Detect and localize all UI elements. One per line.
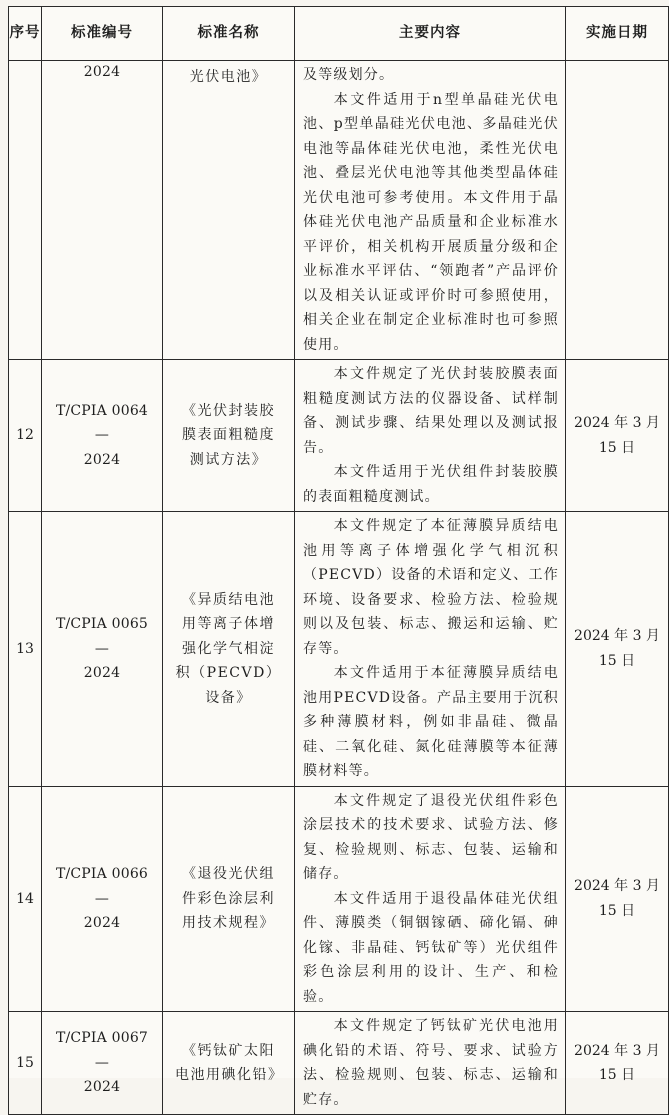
content-paragraph: 本文件适用于n型单晶硅光伏电池、p型单晶硅光伏电池、多晶硅光伏电池等晶体硅光伏电池，柔性光伏电池、叠层光伏电池等其他类型晶体硅光伏电池可参考使用。本文件用于晶体硅光伏电池产品质量和企业标准水平评价，相关机构开展质量分级和企业标准水平评估、“领跑者”产品评价以及相关认证或评价时可参照使用，相关企业在制定企业标准时也可参照使用。 <box>303 91 559 353</box>
content-paragraph: 本文件规定了光伏封装胶膜表面粗糙度测试方法的仪器设备、试样制备、测试步骤、结果处理以及测试报告。 <box>303 366 559 456</box>
cell-seq: 13 <box>9 512 42 787</box>
cell-seq: 15 <box>9 1012 42 1115</box>
header-name: 标准名称 <box>163 7 295 61</box>
cell-seq <box>9 61 42 360</box>
cell-seq: 12 <box>9 360 42 512</box>
cell-standard-name: 《钙钛矿太阳电池用碘化铅》 <box>163 1012 295 1115</box>
cell-seq: 14 <box>9 786 42 1012</box>
table-row <box>9 786 669 1012</box>
header-date: 实施日期 <box>566 7 669 61</box>
cell-standard-code: T/CPIA 0065— 2024 <box>42 512 163 787</box>
cell-standard-name: 《异质结电池用等离子体增强化学气相淀积（PECVD）设备》 <box>163 512 295 787</box>
cell-implementation-date: 2024 年 3 月 15 日 <box>566 512 669 787</box>
cell-standard-name: 《光伏封装胶膜表面粗糙度测试方法》 <box>163 360 295 512</box>
content-paragraph: 本文件规定了退役光伏组件彩色涂层技术的技术要求、试验方法、修复、检验规则、标志、包装、运输和储存。 <box>303 792 559 882</box>
header-content: 主要内容 <box>295 7 566 61</box>
cell-main-content <box>295 786 566 1012</box>
cell-main-content <box>295 360 566 512</box>
cell-standard-code: 2024 <box>42 61 163 360</box>
table-row <box>9 512 669 787</box>
cell-main-content <box>295 512 566 787</box>
header-seq: 序号 <box>9 7 42 61</box>
cell-implementation-date: 2024 年 3 月 15 日 <box>566 786 669 1012</box>
cell-standard-code: T/CPIA 0067— 2024 <box>42 1012 163 1115</box>
table-row <box>9 1012 669 1115</box>
table-header-row <box>9 7 669 61</box>
cell-implementation-date: 2024 年 3 月 15 日 <box>566 360 669 512</box>
content-paragraph: 本文件适用于光伏组件封装胶膜的表面粗糙度测试。 <box>303 464 559 505</box>
content-paragraph: 本文件规定了本征薄膜异质结电池用等离子体增强化学气相沉积（PECVD）设备的术语和定义、工作环境、设备要求、检验方法、检验规则以及包装、标志、搬运和运输、贮存等。 <box>303 518 559 657</box>
cell-main-content <box>295 1012 566 1115</box>
table-row <box>9 61 669 360</box>
cell-main-content <box>295 61 566 360</box>
content-paragraph: 本文件适用于退役晶体硅光伏组件、薄膜类（铜铟镓硒、碲化镉、砷化镓、非晶硅、钙钛矿等）光伏组件彩色涂层利用的设计、生产、和检验。 <box>303 890 559 1005</box>
cell-standard-name: 《退役光伏组件彩色涂层利用技术规程》 <box>163 786 295 1012</box>
table-row <box>9 360 669 512</box>
cell-implementation-date <box>566 61 669 360</box>
standards-table <box>8 6 669 1115</box>
cell-standard-name: 光伏电池》 <box>163 61 295 360</box>
cell-implementation-date: 2024 年 3 月 15 日 <box>566 1012 669 1115</box>
cell-standard-code: T/CPIA 0064— 2024 <box>42 360 163 512</box>
document-page <box>8 6 668 1108</box>
cell-standard-code: T/CPIA 0066— 2024 <box>42 786 163 1012</box>
content-paragraph: 及等级划分。 <box>303 67 395 83</box>
header-code: 标准编号 <box>42 7 163 61</box>
content-paragraph: 本文件规定了钙钛矿光伏电池用碘化铅的术语、符号、要求、试验方法、检验规则、包装、标志、运输和贮存。 <box>303 1018 559 1108</box>
content-paragraph: 本文件适用于本征薄膜异质结电池用PECVD设备。产品主要用于沉积多种薄膜材料，例如非晶硅、微晶硅、二氧化硅、氮化硅薄膜等本征薄膜材料等。 <box>303 665 559 779</box>
